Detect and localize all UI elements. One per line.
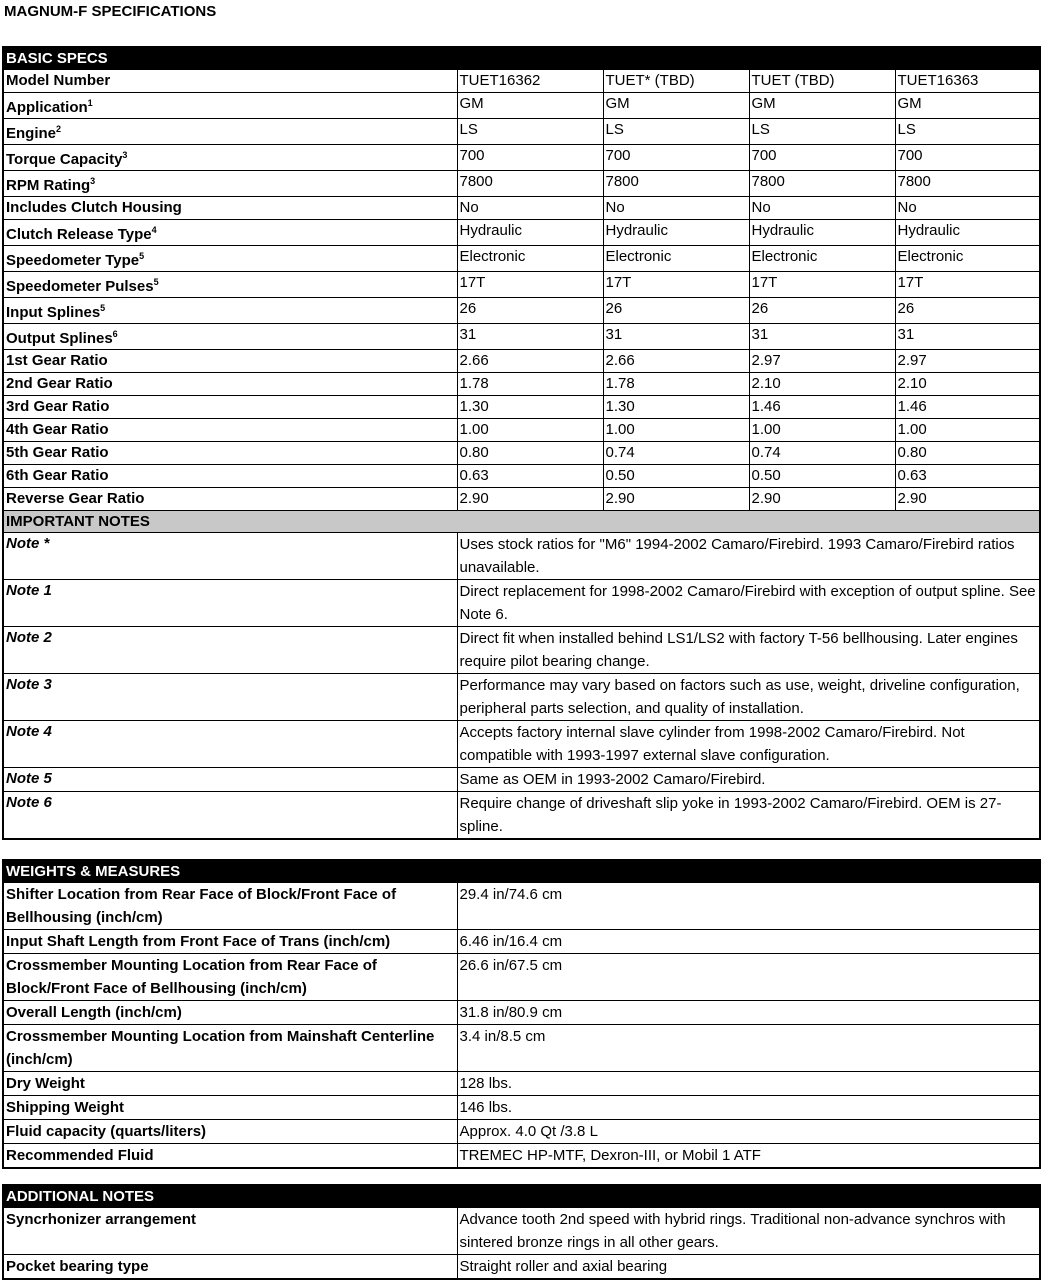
spec-value: 2.90 — [895, 488, 1040, 511]
footnote-ref: 3 — [122, 150, 128, 160]
spec-value: 7800 — [895, 171, 1040, 197]
spec-label: Input Splines$^5$ — [3, 298, 457, 324]
spec-label: 4th Gear Ratio — [3, 419, 457, 442]
section-header — [3, 511, 1040, 533]
table-row — [3, 1025, 1040, 1072]
table-row — [3, 324, 1040, 350]
note-label: Note 6 — [3, 792, 457, 840]
spec-value: Hydraulic — [749, 220, 895, 246]
spec-value: Electronic — [895, 246, 1040, 272]
measure-label: Input Shaft Length from Front Face of Trans (inch/cm) — [3, 930, 457, 954]
spec-value: 2.90 — [749, 488, 895, 511]
additional-value: Straight roller and axial bearing — [457, 1255, 1040, 1280]
table-row — [3, 246, 1040, 272]
spec-label: 2nd Gear Ratio — [3, 373, 457, 396]
spec-value: 1.00 — [749, 419, 895, 442]
spec-value: 1.00 — [603, 419, 749, 442]
spec-value: 2.90 — [457, 488, 603, 511]
spec-value: 31 — [457, 324, 603, 350]
note-text: Require change of driveshaft slip yoke in 1993-2002 Camaro/Firebird. OEM is 27-spline. — [457, 792, 1040, 840]
spec-value: 700 — [895, 145, 1040, 171]
table-row — [3, 272, 1040, 298]
spec-value: 31 — [603, 324, 749, 350]
spec-label: Speedometer Type$^5$ — [3, 246, 457, 272]
spec-value: 700 — [749, 145, 895, 171]
measure-label: Dry Weight — [3, 1072, 457, 1096]
table-row — [3, 373, 1040, 396]
note-label: Note 1 — [3, 580, 457, 627]
note-row — [3, 533, 1040, 580]
basic-specs-table — [2, 46, 1041, 840]
spec-value: 7800 — [603, 171, 749, 197]
spec-value: LS — [895, 119, 1040, 145]
footnote-ref: 4 — [151, 225, 157, 235]
additional-label: Pocket bearing type — [3, 1255, 457, 1280]
note-row — [3, 768, 1040, 792]
spec-value: LS — [603, 119, 749, 145]
spec-value: 700 — [457, 145, 603, 171]
spec-value: 2.10 — [749, 373, 895, 396]
spec-value: 7800 — [457, 171, 603, 197]
spec-value: 0.50 — [749, 465, 895, 488]
table-row — [3, 465, 1040, 488]
spec-value: 1.78 — [457, 373, 603, 396]
spec-value: 1.00 — [457, 419, 603, 442]
spec-value: Electronic — [457, 246, 603, 272]
measure-value: 128 lbs. — [457, 1072, 1040, 1096]
note-text: Same as OEM in 1993-2002 Camaro/Firebird. — [457, 768, 1040, 792]
note-row — [3, 792, 1040, 840]
spec-value: 1.78 — [603, 373, 749, 396]
measure-label: Overall Length (inch/cm) — [3, 1001, 457, 1025]
spec-label: RPM Rating$^3$ — [3, 171, 457, 197]
spec-value: Hydraulic — [603, 220, 749, 246]
measure-label: Crossmember Mounting Location from Rear Face of Block/Front Face of Bellhousing (inch/cm) — [3, 954, 457, 1001]
spec-value: No — [603, 197, 749, 220]
table-row — [3, 1144, 1040, 1169]
table-row — [3, 119, 1040, 145]
measure-label: Fluid capacity (quarts/liters) — [3, 1120, 457, 1144]
table-row — [3, 197, 1040, 220]
spec-value: 31 — [895, 324, 1040, 350]
measure-value: 3.4 in/8.5 cm — [457, 1025, 1040, 1072]
spec-value: Electronic — [603, 246, 749, 272]
table-row — [3, 350, 1040, 373]
spec-value: 0.63 — [895, 465, 1040, 488]
section-header-basic: BASIC SPECS — [3, 47, 1040, 70]
spec-value: 17T — [457, 272, 603, 298]
spec-label: Clutch Release Type$^4$ — [3, 220, 457, 246]
spec-value: Electronic — [749, 246, 895, 272]
spec-value: 17T — [749, 272, 895, 298]
spec-value: 700 — [603, 145, 749, 171]
spec-label: 6th Gear Ratio — [3, 465, 457, 488]
spec-value: GM — [895, 93, 1040, 119]
measure-value: TREMEC HP-MTF, Dexron-III, or Mobil 1 ATF — [457, 1144, 1040, 1169]
spec-value: GM — [457, 93, 603, 119]
spec-value: 2.66 — [603, 350, 749, 373]
spec-value: No — [457, 197, 603, 220]
table-row — [3, 488, 1040, 511]
measure-value: 26.6 in/67.5 cm — [457, 954, 1040, 1001]
table-row — [3, 171, 1040, 197]
spec-label: Output Splines$^6$ — [3, 324, 457, 350]
table-row — [3, 93, 1040, 119]
spec-value: 26 — [457, 298, 603, 324]
table-row — [3, 1255, 1040, 1280]
spec-value: 1.30 — [457, 396, 603, 419]
spec-value: TUET* (TBD) — [603, 70, 749, 93]
spec-value: 1.30 — [603, 396, 749, 419]
table-row — [3, 70, 1040, 93]
spec-value: LS — [749, 119, 895, 145]
additional-label: Syncrhonizer arrangement — [3, 1208, 457, 1255]
table-row — [3, 1120, 1040, 1144]
measure-value: 146 lbs. — [457, 1096, 1040, 1120]
section-header — [3, 47, 1040, 70]
spec-value: 0.50 — [603, 465, 749, 488]
additional-notes-table — [2, 1184, 1041, 1280]
table-row — [3, 419, 1040, 442]
spec-value: TUET16363 — [895, 70, 1040, 93]
measure-label: Crossmember Mounting Location from Mainshaft Centerline (inch/cm) — [3, 1025, 457, 1072]
weights-measures-table — [2, 859, 1041, 1169]
spec-value: TUET16362 — [457, 70, 603, 93]
spec-value: 2.97 — [895, 350, 1040, 373]
spec-label: Model Number — [3, 70, 457, 93]
spec-value: 26 — [603, 298, 749, 324]
spec-value: 0.80 — [457, 442, 603, 465]
spec-value: 0.80 — [895, 442, 1040, 465]
note-text: Performance may vary based on factors such as use, weight, driveline configuration, peripheral parts selection, and quality of installation. — [457, 674, 1040, 721]
spec-value: Hydraulic — [457, 220, 603, 246]
table-row — [3, 1072, 1040, 1096]
table-row — [3, 442, 1040, 465]
page-title: MAGNUM-F SPECIFICATIONS — [4, 3, 217, 20]
section-header-additional: ADDITIONAL NOTES — [3, 1185, 1040, 1208]
table-row — [3, 1001, 1040, 1025]
spec-value: 1.00 — [895, 419, 1040, 442]
section-header-weights: WEIGHTS & MEASURES — [3, 860, 1040, 883]
note-row — [3, 721, 1040, 768]
spec-value: 1.46 — [895, 396, 1040, 419]
note-row — [3, 627, 1040, 674]
spec-value: No — [895, 197, 1040, 220]
table-row — [3, 954, 1040, 1001]
spec-value: 7800 — [749, 171, 895, 197]
note-row — [3, 674, 1040, 721]
spec-label: 3rd Gear Ratio — [3, 396, 457, 419]
footnote-ref: 1 — [87, 98, 93, 108]
table-row — [3, 883, 1040, 930]
spec-value: 31 — [749, 324, 895, 350]
note-label: Note 4 — [3, 721, 457, 768]
spec-value: GM — [603, 93, 749, 119]
note-label: Note 5 — [3, 768, 457, 792]
spec-value: 17T — [603, 272, 749, 298]
measure-value: Approx. 4.0 Qt /3.8 L — [457, 1120, 1040, 1144]
spec-label: 1st Gear Ratio — [3, 350, 457, 373]
spec-value: 26 — [749, 298, 895, 324]
footnote-ref: 5 — [139, 251, 145, 261]
spec-value: 26 — [895, 298, 1040, 324]
note-label: Note * — [3, 533, 457, 580]
measure-label: Recommended Fluid — [3, 1144, 457, 1169]
additional-value: Advance tooth 2nd speed with hybrid rings. Traditional non-advance synchros with sintered bronze rings in all other gears. — [457, 1208, 1040, 1255]
measure-value: 6.46 in/16.4 cm — [457, 930, 1040, 954]
note-text: Direct fit when installed behind LS1/LS2 with factory T-56 bellhousing. Later engines require pilot bearing change. — [457, 627, 1040, 674]
table-row — [3, 145, 1040, 171]
note-label: Note 2 — [3, 627, 457, 674]
spec-value: TUET (TBD) — [749, 70, 895, 93]
spec-label: Torque Capacity$^3$ — [3, 145, 457, 171]
spec-value: 2.97 — [749, 350, 895, 373]
footnote-ref: 3 — [90, 176, 96, 186]
section-header — [3, 860, 1040, 883]
table-row — [3, 1096, 1040, 1120]
footnote-ref: 6 — [112, 329, 118, 339]
spec-label: 5th Gear Ratio — [3, 442, 457, 465]
spec-label: Speedometer Pulses$^5$ — [3, 272, 457, 298]
spec-value: 2.66 — [457, 350, 603, 373]
spec-value: 2.10 — [895, 373, 1040, 396]
section-header — [3, 1185, 1040, 1208]
note-label: Note 3 — [3, 674, 457, 721]
measure-value: 29.4 in/74.6 cm — [457, 883, 1040, 930]
spec-value: 1.46 — [749, 396, 895, 419]
spec-label: Application$^1$ — [3, 93, 457, 119]
table-row — [3, 1208, 1040, 1255]
measure-label: Shifter Location from Rear Face of Block/Front Face of Bellhousing (inch/cm) — [3, 883, 457, 930]
note-text: Uses stock ratios for "M6" 1994-2002 Camaro/Firebird. 1993 Camaro/Firebird ratios unavailable. — [457, 533, 1040, 580]
spec-label: Reverse Gear Ratio — [3, 488, 457, 511]
spec-value: 0.63 — [457, 465, 603, 488]
spec-value: 0.74 — [749, 442, 895, 465]
section-header-notes: IMPORTANT NOTES — [3, 511, 1040, 533]
footnote-ref: 2 — [56, 124, 62, 134]
footnote-ref: 5 — [100, 303, 106, 313]
measure-value: 31.8 in/80.9 cm — [457, 1001, 1040, 1025]
table-row — [3, 930, 1040, 954]
spec-value: No — [749, 197, 895, 220]
note-text: Accepts factory internal slave cylinder from 1998-2002 Camaro/Firebird. Not compatible with 1993-1997 external slave configuration. — [457, 721, 1040, 768]
table-row — [3, 396, 1040, 419]
spec-label: Engine$^2$ — [3, 119, 457, 145]
spec-value: Hydraulic — [895, 220, 1040, 246]
note-row — [3, 580, 1040, 627]
table-row — [3, 298, 1040, 324]
note-text: Direct replacement for 1998-2002 Camaro/Firebird with exception of output spline. See Note 6. — [457, 580, 1040, 627]
spec-value: 17T — [895, 272, 1040, 298]
spec-value: 2.90 — [603, 488, 749, 511]
spec-value: GM — [749, 93, 895, 119]
spec-label: Includes Clutch Housing — [3, 197, 457, 220]
measure-label: Shipping Weight — [3, 1096, 457, 1120]
spec-value: LS — [457, 119, 603, 145]
table-row — [3, 220, 1040, 246]
footnote-ref: 5 — [153, 277, 159, 287]
spec-value: 0.74 — [603, 442, 749, 465]
